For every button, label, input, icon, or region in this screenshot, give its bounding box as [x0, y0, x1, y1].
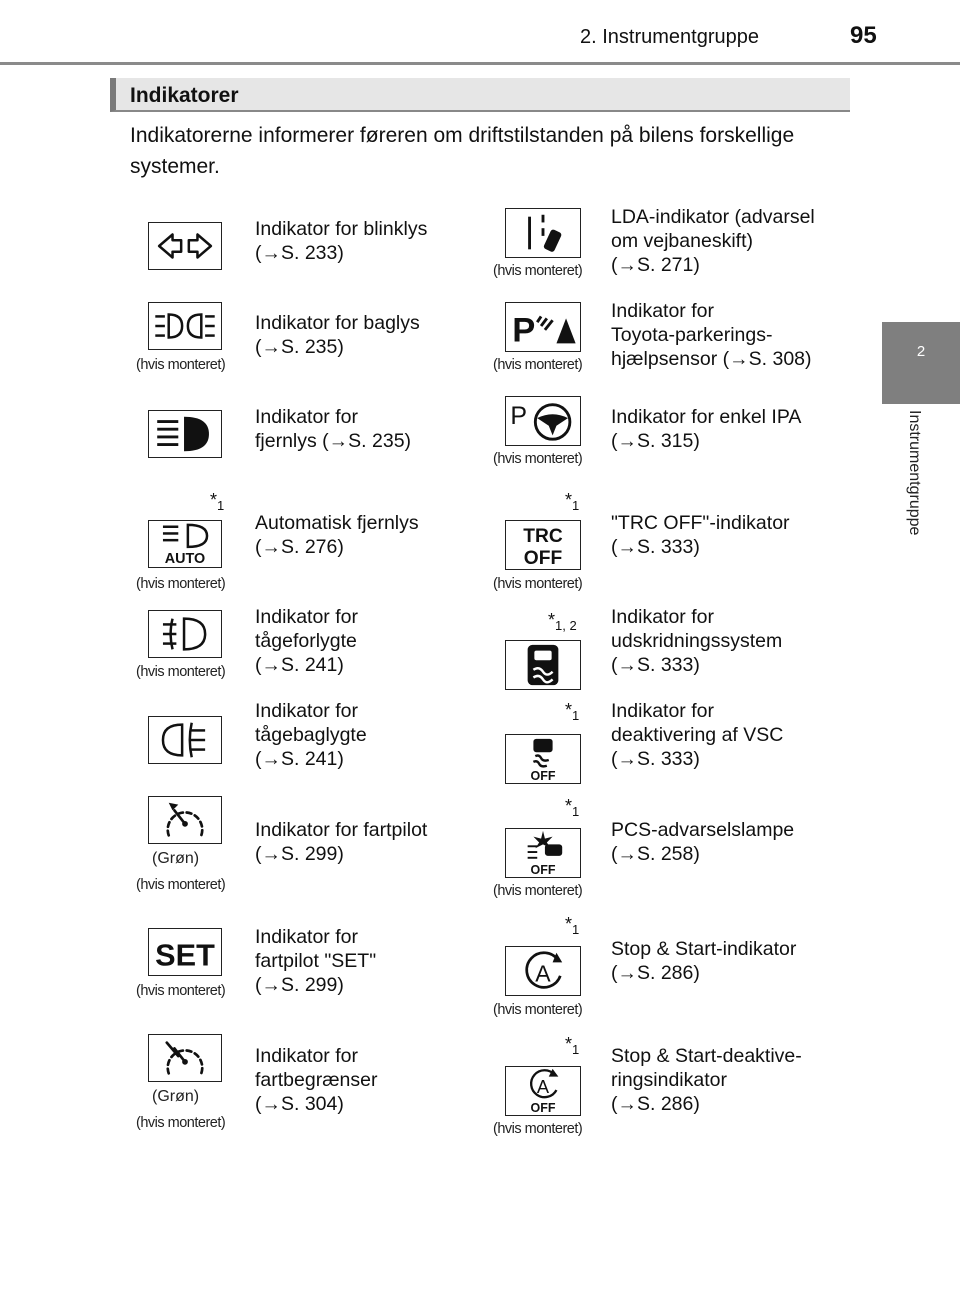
tail-light-icon: [148, 302, 222, 350]
parking-sensor-icon-text: P: [512, 311, 536, 350]
caption-stop-start-off: (hvis monteret): [493, 1121, 583, 1137]
note-vsc-text: $*_1$: [565, 700, 580, 723]
desc-vsc: Indikator for deaktivering af VSC (→S. 333): [611, 700, 784, 770]
desc-pcs: PCS-advarselslampe (→S. 258): [611, 819, 795, 865]
ipa-icon-text: P: [510, 401, 528, 430]
note-auto-high-beam: [210, 490, 224, 511]
note-stop-start-off: [565, 1034, 579, 1055]
caption-auto-high-beam: (hvis monteret): [136, 576, 226, 592]
set-icon: [148, 928, 222, 976]
green-label-limiter: (Grøn): [152, 1088, 200, 1105]
desc-stop-start: Stop & Start-indikator (→S. 286): [611, 938, 797, 984]
stop-start-off-icon-text: A: [536, 1075, 550, 1097]
caption-front-fog: (hvis monteret): [136, 664, 226, 680]
desc-rear-fog: Indikator for tågebaglygte (→S. 241): [255, 700, 367, 770]
note-stop-start-text: $*_1$: [565, 914, 580, 937]
speed-limiter-icon: [148, 1034, 222, 1082]
note-slip: [548, 610, 577, 631]
desc-auto-high-beam: Automatisk fjernlys (→S. 276): [255, 512, 419, 558]
lda-icon: [505, 208, 581, 258]
desc-front-fog: Indikator for tågeforlygte (→S. 241): [255, 606, 358, 676]
stop-start-off-icon-off-text: OFF: [530, 1101, 556, 1115]
desc-tail-light: Indikator for baglys (→S. 235): [255, 312, 420, 358]
desc-ipa: Indikator for enkel IPA (→S. 315): [611, 406, 802, 452]
chapter-tab-number: 2: [916, 343, 926, 360]
note-stop-start-off-text: $*_1$: [565, 1034, 580, 1057]
note-vsc: [565, 700, 579, 721]
pcs-icon: [505, 828, 581, 878]
caption-set: (hvis monteret): [136, 983, 226, 999]
note-subscript: 1: [572, 498, 580, 513]
vsc-off-icon: [505, 734, 581, 784]
stop-start-off-icon: [505, 1066, 581, 1116]
front-fog-icon: [148, 610, 222, 658]
header-rule: [0, 62, 960, 65]
green-label-cruise: (Grøn): [152, 850, 200, 867]
page-number: 95: [850, 22, 877, 49]
caption-ipa: (hvis monteret): [493, 451, 583, 467]
caption-lda: (hvis monteret): [493, 263, 583, 279]
desc-cruise: Indikator for fartpilot (→S. 299): [255, 819, 428, 865]
note-subscript: 1: [572, 804, 580, 819]
desc-limiter: Indikator for fartbegrænser (→S. 304): [255, 1045, 378, 1115]
caption-pcs: (hvis monteret): [493, 883, 583, 899]
set-icon-text: SET: [155, 938, 215, 973]
caption-tail-light: (hvis monteret): [136, 357, 226, 373]
desc-set: Indikator for fartpilot "SET" (→S. 299): [255, 926, 377, 996]
desc-lda: LDA-indikator (advarsel om vejbaneskift) (→S. 271): [611, 206, 815, 276]
pcs-icon-text: OFF: [530, 863, 556, 877]
ipa-icon: [505, 396, 581, 446]
note-stop-start: [565, 914, 579, 935]
note-subscript: 1: [572, 708, 580, 723]
caption-cruise: (hvis monteret): [136, 877, 226, 893]
chapter-title: 2. Instrumentgruppe: [580, 26, 759, 48]
note-subscript: 1: [217, 498, 225, 513]
vsc-icon-text: OFF: [530, 769, 556, 783]
rear-fog-icon: [148, 716, 222, 764]
chapter-tab: [882, 322, 960, 404]
parking-sensor-icon: [505, 302, 581, 352]
trc-icon-text: TRC: [523, 526, 563, 548]
note-pcs-text: $*_1$: [565, 796, 580, 819]
note-subscript: 1: [572, 922, 580, 937]
desc-parking-sensor: Indikator for Toyota-parkerings- hjælpsensor (→S. 308): [611, 300, 812, 370]
section-header: [110, 78, 850, 112]
desc-slip: Indikator for udskridningssystem (→S. 333): [611, 606, 783, 676]
high-beam-icon: [148, 410, 222, 458]
note-slip-text: $*_{1, 2}$: [548, 610, 577, 633]
caption-limiter: (hvis monteret): [136, 1115, 226, 1131]
desc-stop-start-off: Stop & Start-deaktive- ringsindikator (→S. 286): [611, 1045, 802, 1115]
chapter-tab-label: Instrumentgruppe: [906, 410, 923, 536]
intro-text: Indikatorerne informerer føreren om driftstilstanden på bilens forskellige systemer.: [130, 124, 795, 178]
slip-icon: [505, 640, 581, 690]
note-subscript: 1, 2: [555, 618, 577, 633]
note-subscript: 1: [572, 1042, 580, 1057]
desc-turn-signal: Indikator for blinklys (→S. 233): [255, 218, 428, 264]
caption-parking-sensor: (hvis monteret): [493, 357, 583, 373]
note-auto-high-beam-text: $*_1$: [210, 490, 225, 513]
auto-high-beam-icon: [148, 520, 222, 568]
desc-trc: "TRC OFF"-indikator (→S. 333): [611, 512, 790, 558]
desc-high-beam: Indikator for fjernlys (→S. 235): [255, 406, 412, 452]
note-trc: [565, 490, 579, 511]
turn-signal-icon: [148, 222, 222, 270]
section-title: Indikatorer: [130, 84, 239, 107]
caption-stop-start: (hvis monteret): [493, 1002, 583, 1018]
note-trc-text: $*_1$: [565, 490, 580, 513]
svg-text:AUTO: AUTO: [164, 551, 206, 567]
trc-icon-off-text: OFF: [523, 548, 563, 569]
caption-trc: (hvis monteret): [493, 576, 583, 592]
trc-off-icon: [505, 520, 581, 570]
stop-start-icon-text: A: [535, 960, 551, 987]
cruise-control-icon: [148, 796, 222, 844]
note-pcs: [565, 796, 579, 817]
stop-start-icon: [505, 946, 581, 996]
